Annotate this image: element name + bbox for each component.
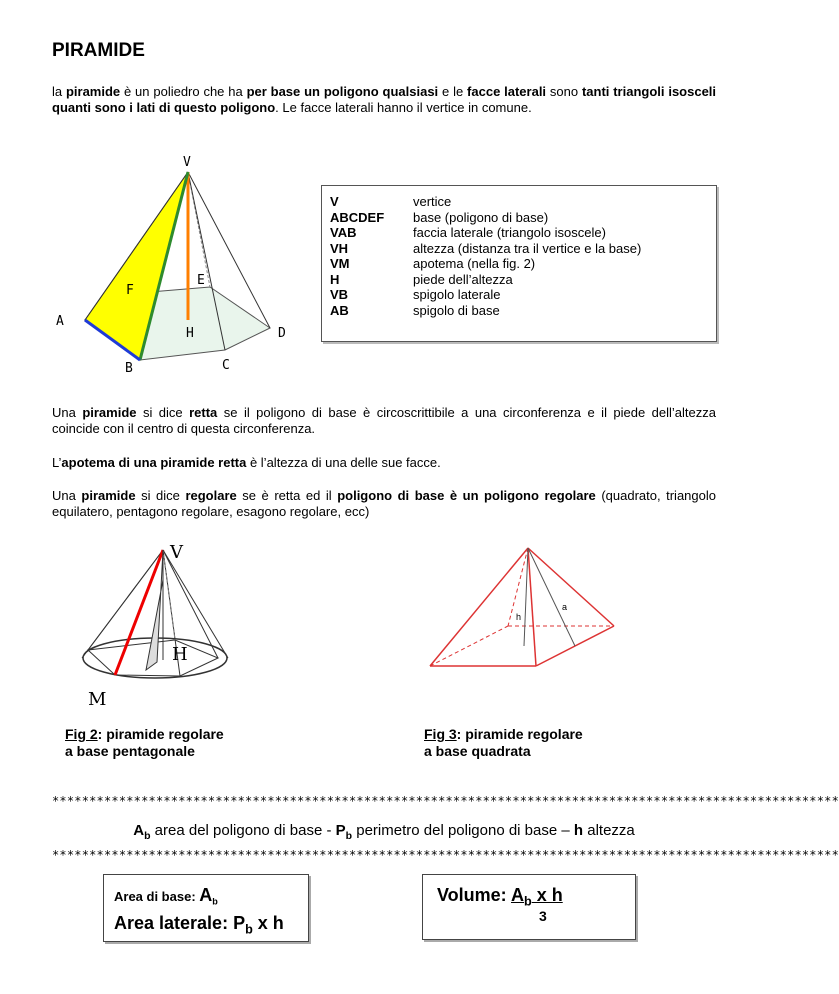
edge-1 <box>88 550 163 650</box>
legend-desc: base (poligono di base) <box>413 209 549 225</box>
legend-row <box>330 272 641 288</box>
definitions-line: $A_b$ area del poligono di base - $P_b$ perimetro del poligono di base – h altezza <box>133 822 635 842</box>
legend-key: VH <box>330 240 349 256</box>
label-h: H <box>186 326 194 341</box>
legend-key: VAB <box>330 225 357 240</box>
label-v: V <box>183 155 191 170</box>
edge-right <box>528 548 614 626</box>
formula-box-volume <box>422 874 636 940</box>
legend-desc: spigolo di base <box>413 302 500 318</box>
legend-row <box>330 210 641 226</box>
legend-row <box>330 287 641 303</box>
base-left-hidden <box>430 626 508 666</box>
legend-row <box>330 241 641 257</box>
legend-key: VB <box>330 287 349 302</box>
legend-desc: vertice <box>413 194 452 209</box>
legend-key: ABCDEF <box>330 209 385 225</box>
intro-paragraph: la piramide è un poliedro che ha per base un poligono qualsiasi e le facce laterali sono tanti triangoli isosceli quanti sono i lati di questo poligono. Le facce laterali hanno il vertice in comune. <box>52 84 717 115</box>
label-b: B <box>125 361 133 376</box>
label-a: A <box>56 314 64 329</box>
separator-bottom: ********************************************************************************************************** <box>52 848 839 862</box>
area-lateral-formula: Area laterale: $P_b$ x h <box>114 913 284 937</box>
legend-row <box>330 303 641 319</box>
legend-desc: altezza (distanza tra il vertice e la base) <box>413 240 642 256</box>
legend-desc: apotema (nella fig. 2) <box>413 256 536 271</box>
edge-front <box>528 548 536 666</box>
legend-desc: piede dell’altezza <box>413 271 513 287</box>
label-v: V <box>170 542 183 563</box>
paragraph-retta: Una piramide si dice retta se il poligono di base è circoscrittibile a una circonferenza e il piede dell’altezza coincide con il centro di questa circonferenza. <box>52 405 716 436</box>
figure-3-pyramid <box>418 540 638 690</box>
legend-row <box>330 256 641 272</box>
area-base-formula: Area di base: $A_b$ <box>114 885 218 907</box>
volume-denominator: 3 <box>539 908 547 924</box>
apothem-a <box>528 548 575 646</box>
paragraph-regolare: Una piramide si dice regolare se è retta ed il poligono di base è un poligono regolare (quadrato, triangolo equilatero, pentagono regolare, esagono regolare, ecc) <box>52 488 716 519</box>
formula-box-areas <box>103 874 309 942</box>
figure-1-pyramid <box>40 150 300 375</box>
separator-top: ********************************************************************************************************** <box>52 794 839 808</box>
legend-row <box>330 194 641 210</box>
legend-desc: faccia laterale (triangolo isoscele) <box>413 225 606 240</box>
legend-key: H <box>330 271 340 287</box>
legend-key: AB <box>330 302 349 318</box>
page-title: PIRAMIDE <box>52 40 145 61</box>
label-c: C <box>222 358 230 373</box>
legend-row <box>330 225 641 241</box>
label-h: h <box>516 612 522 622</box>
edge-left <box>430 548 528 666</box>
label-d: D <box>278 326 286 341</box>
edge-4 <box>163 550 218 658</box>
label-a: a <box>562 602 568 612</box>
paragraph-apotema: L’apotema di una piramide retta è l’altezza di una delle sue facce. <box>52 455 441 470</box>
legend-box <box>321 185 717 342</box>
fig3-caption: Fig 3: piramide regolare a base quadrata <box>424 726 583 759</box>
legend-key: VM <box>330 256 350 271</box>
fig2-caption: Fig 2: piramide regolare a base pentagonale <box>65 726 224 759</box>
label-h: H <box>172 644 188 665</box>
volume-formula: Volume: $A_b$ x h <box>437 885 563 909</box>
figure-2-pyramid <box>60 540 240 710</box>
label-m: M <box>88 689 107 710</box>
legend-table <box>330 194 641 318</box>
legend-desc: spigolo laterale <box>413 287 501 302</box>
legend-key: V <box>330 194 339 209</box>
label-e: E <box>197 273 205 288</box>
label-f: F <box>126 283 134 298</box>
